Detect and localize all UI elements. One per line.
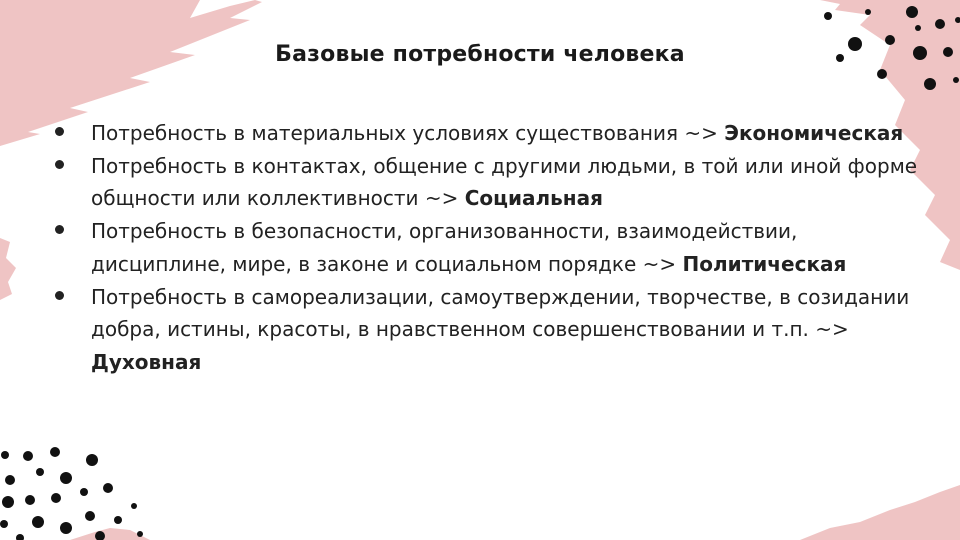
bullet-item-political [55,215,925,280]
slide-title: Базовые потребности человека [275,42,685,67]
bullet-item-social [55,150,925,215]
bullet-dot [55,291,64,300]
bullet-text: Потребность в самореализации, самоутверждении, творчестве, в созидании добра, истины, красоты, в нравственном совершенствовании и т.п. ~> [91,284,910,342]
bullet-item-economic [55,117,925,150]
pink-brush-stroke-left [0,238,16,300]
dots-bottom-left [0,447,143,540]
bullet-dot [55,225,64,234]
bullet-dot [55,127,64,136]
bullet-item-spiritual [55,281,925,379]
bullet-text: Потребность в материальных условиях существования ~> [91,121,725,145]
bullet-category: Социальная [464,186,603,211]
bullet-category: Духовная [91,349,202,374]
bullet-text: Потребность в контактах, общение с другими людьми, в той или иной форме общности или коллективности ~> [91,153,918,211]
bullet-list [55,117,925,379]
bullet-text: Потребность в безопасности, организованности, взаимодействии, дисциплине, мире, в законе и социальном порядке ~> [91,219,798,276]
bullet-category: Экономическая [724,121,904,145]
bullet-dot [55,160,64,169]
pink-brush-stroke-bottom-right [800,485,960,540]
bullet-category: Политическая [682,251,847,276]
